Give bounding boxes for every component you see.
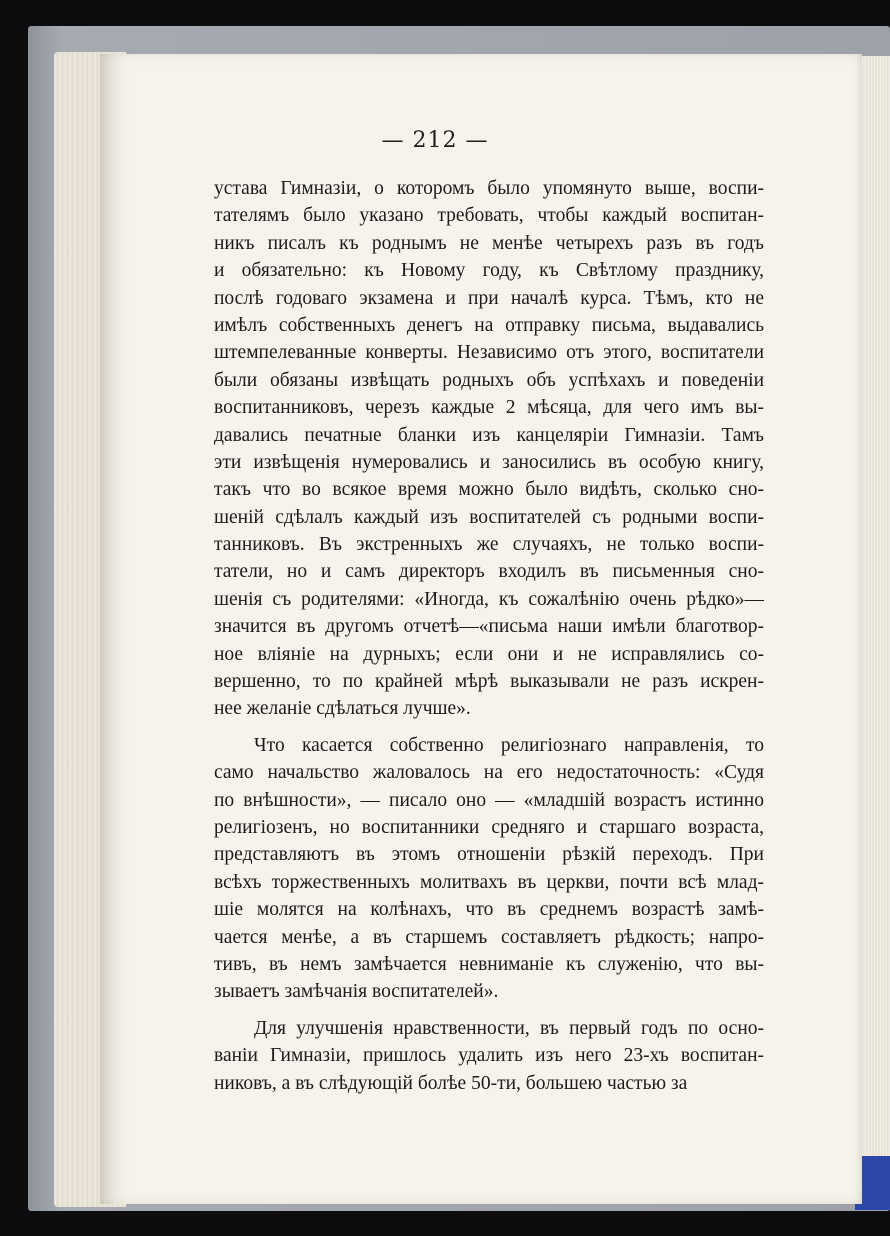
paragraph	[214, 1015, 764, 1097]
text-line: чается менѣе, а въ старшемъ составляетъ рѣдкость; напро-	[214, 926, 764, 948]
text-line: значится въ другомъ отчетѣ—«письма наши имѣли благотвор-	[214, 616, 764, 638]
text-line: устава Гимназіи, о которомъ было упомянуто выше, воспи-	[214, 178, 764, 199]
text-line: всѣхъ торжественныхъ молитвахъ въ церкви, почти всѣ млад-	[214, 871, 764, 893]
page-number: — 212 —	[381, 128, 489, 153]
text-line: никъ писалъ къ роднымъ не менѣе четырехъ разъ въ годъ	[214, 232, 764, 254]
text-line: были обязаны извѣщать родныхъ объ успѣхахъ и поведеніи	[214, 369, 764, 391]
text-line: тивъ, въ немъ замѣчается невниманіе къ служенію, что вы-	[214, 953, 764, 975]
text-line: нее желаніе сдѣлаться лучше».	[214, 698, 471, 720]
text-line: танниковъ. Въ экстренныхъ же случаяхъ, не только воспи-	[214, 534, 764, 556]
text-line: послѣ годоваго экзамена и при началѣ курса. Тѣмъ, кто не	[214, 287, 764, 309]
text-line: Для улучшенія нравственности, въ первый годъ по осно-	[254, 1017, 764, 1039]
text-line: и обязательно: къ Новому году, къ Свѣтлому празднику,	[214, 260, 764, 282]
text-line: зываетъ замѣчанія воспитателей».	[214, 981, 499, 1003]
page-edges-right	[858, 56, 890, 1156]
text-line: такъ что во всякое время можно было видѣть, сколько сно-	[214, 479, 764, 501]
text-line: давались печатные бланки изъ канцеляріи Гимназіи. Тамъ	[214, 424, 764, 446]
text-line: Что касается собственно религіознаго направленія, то	[254, 734, 764, 756]
text-line: по внѣшности», — писало оно — «младшій возрастъ истинно	[214, 789, 764, 811]
text-line: само начальство жаловалось на его недостаточность: «Судя	[214, 762, 764, 784]
text-line: эти извѣщенія нумеровались и заносились въ особую книгу,	[214, 451, 764, 473]
text-line: имѣлъ собственныхъ денегъ на отправку письма, выдавались	[214, 314, 764, 336]
text-line: шенія съ родителями: «Иногда, къ сожалѣнію очень рѣдко»—	[214, 588, 764, 610]
text-line: представляютъ въ этомъ отношеніи рѣзкій переходъ. При	[214, 844, 764, 866]
page-text	[214, 175, 764, 1106]
text-line: шіе молятся на колѣнахъ, что въ среднемъ возрастѣ замѣ-	[214, 899, 764, 921]
text-line: штемпелеванные конверты. Независимо отъ этого, воспитатели	[214, 342, 764, 364]
text-line: воспитанниковъ, черезъ каждые 2 мѣсяца, для чего имъ вы-	[214, 397, 764, 419]
text-line: никовъ, а въ слѣдующій болѣе 50-ти, большею частью за	[214, 1072, 688, 1094]
text-line: тателямъ было указано требовать, чтобы каждый воспитан-	[214, 205, 764, 227]
text-line: татели, но и самъ директоръ входилъ въ письменныя сно-	[214, 561, 764, 583]
paragraph	[214, 732, 764, 1006]
text-line: вершенно, то по крайней мѣрѣ выказывали не разъ искрен-	[214, 671, 764, 693]
text-line: шеній сдѣлалъ каждый изъ воспитателей съ родными воспи-	[214, 506, 764, 528]
text-line: ваніи Гимназіи, пришлось удалить изъ него 23-хъ воспитан-	[214, 1045, 764, 1067]
text-line: ное вліяніе на дурныхъ; если они и не исправлялись со-	[214, 643, 764, 665]
text-line: религіозенъ, но воспитанники средняго и старшаго возраста,	[214, 816, 764, 838]
paragraph	[214, 175, 764, 723]
